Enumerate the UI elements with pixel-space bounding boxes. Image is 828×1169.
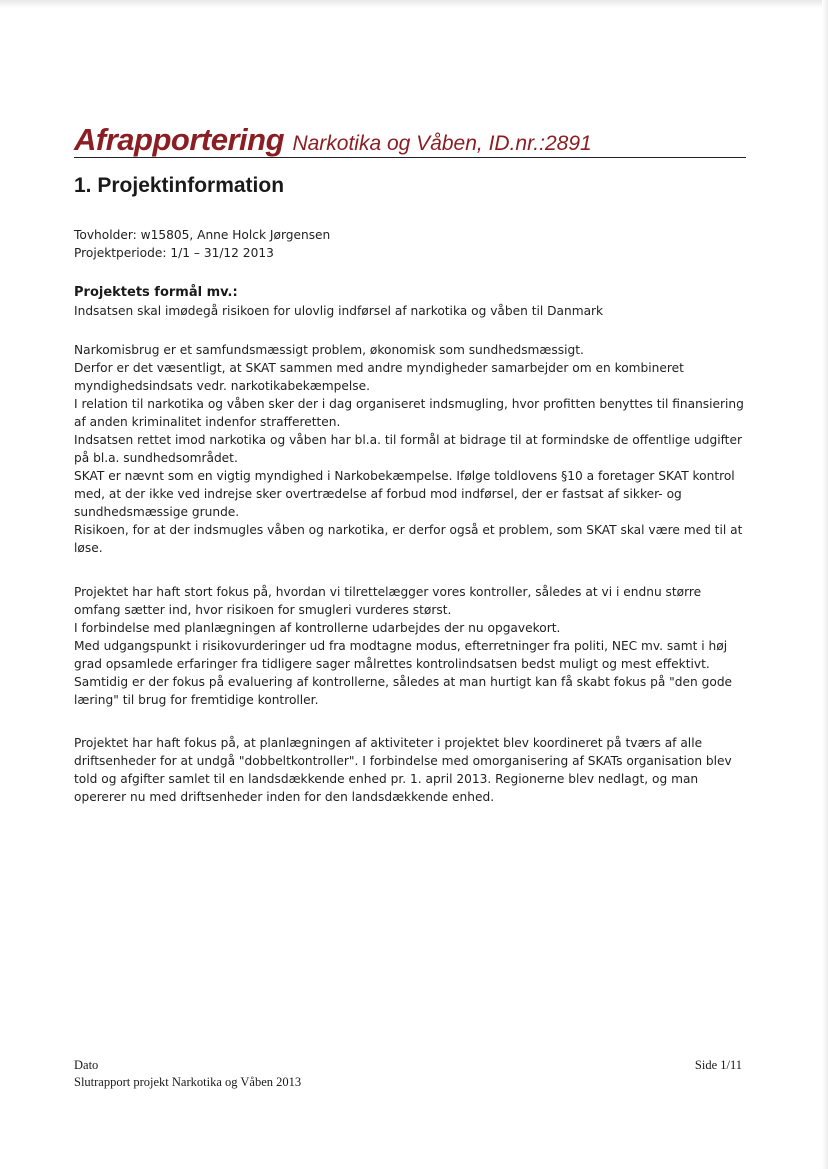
tovholder-line: Tovholder: w15805, Anne Holck Jørgensen [74, 228, 331, 242]
paragraph: I relation til narkotika og våben sker der i dag organiseret indsmugling, hvor profitten benyttes til finansiering af anden kriminalitet indenfor strafferetten. [74, 397, 744, 429]
header-title-main: Afrapportering [74, 122, 284, 157]
paragraph: Indsatsen rettet imod narkotika og våben har bl.a. til formål at bidrage til at formindske de offentlige udgifter på bl.a. sundhedsområdet. [74, 433, 742, 465]
projektperiode-line: Projektperiode: 1/1 – 31/12 2013 [74, 246, 274, 260]
purpose-heading: Projektets formål mv.: [74, 285, 238, 300]
footer-date-label: Dato [74, 1058, 99, 1072]
paragraph: SKAT er nævnt som en vigtig myndighed i Narkobekæmpelse. Ifølge toldlovens §10 a foretager SKAT kontrol med, at der ikke ved indrejse sker overtrædelse af forbud mod indførsel, der er fastsat af sikker- og sundhedsmæssige grunde. [74, 469, 735, 519]
paragraph-group-3 [74, 734, 746, 806]
paragraph: Samtidig er der fokus på evaluering af kontrollerne, således at man hurtigt kan få skabt fokus på "den gode læring" til brug for fremtidige kontroller. [74, 675, 733, 707]
report-header [74, 122, 746, 158]
scan-edge-right [822, 0, 828, 1169]
paragraph-group-2 [74, 583, 746, 709]
paragraph: Derfor er det væsentligt, at SKAT sammen med andre myndigheder samarbejder om en kombineret myndighedsindsats vedr. narkotikabekæmpelse. [74, 361, 684, 393]
project-info [74, 226, 746, 262]
footer-left [74, 1057, 301, 1091]
section-title: 1. Projektinformation [74, 174, 285, 197]
paragraph: Narkomisbrug er et samfundsmæssigt problem, økonomisk som sundhedsmæssigt. [74, 343, 584, 357]
paragraph: Risikoen, for at der indsmugles våben og narkotika, er derfor også et problem, som SKAT skal være med til at løse. [74, 523, 743, 555]
scan-edge-top [0, 0, 828, 8]
footer-report-name: Slutrapport projekt Narkotika og Våben 2013 [74, 1075, 302, 1089]
paragraph: Projektet har haft stort fokus på, hvordan vi tilrettelægger vores kontroller, således at vi i endnu større omfang sætter ind, hvor risikoen for smugleri vurderes størst. [74, 585, 702, 617]
paragraph: I forbindelse med planlægningen af kontrollerne udarbejdes der nu opgavekort. [74, 621, 561, 635]
header-title-sub: Narkotika og Våben, ID.nr.:2891 [292, 132, 592, 155]
footer-page-number: Side 1/11 [694, 1058, 742, 1072]
paragraph: Projektet har haft fokus på, at planlægningen af aktiviteter i projektet blev koordineret på tværs af alle driftsenheder for at undgå "dobbeltkontroller". I forbindelse med omorganisering af SKATs organisation blev told og afgifter samlet til en landsdækkende enhed pr. 1. april 2013. Regionerne blev nedlagt, og man opererer nu med driftsenheder inden for den landsdækkende enhed. [74, 736, 732, 804]
paragraph: Med udgangspunkt i risikovurderinger ud fra modtagne modus, efterretninger fra politi, NEC mv. samt i høj grad opsamlede erfaringer fra tidligere sager målrettes kontrolindsatsen bedst muligt og mest effektivt. [74, 639, 728, 671]
header-divider [74, 157, 746, 158]
paragraph-group-1 [74, 341, 746, 557]
purpose-block [74, 284, 746, 320]
purpose-text: Indsatsen skal imødegå risikoen for ulovlig indførsel af narkotika og våben til Danmark [74, 304, 604, 318]
